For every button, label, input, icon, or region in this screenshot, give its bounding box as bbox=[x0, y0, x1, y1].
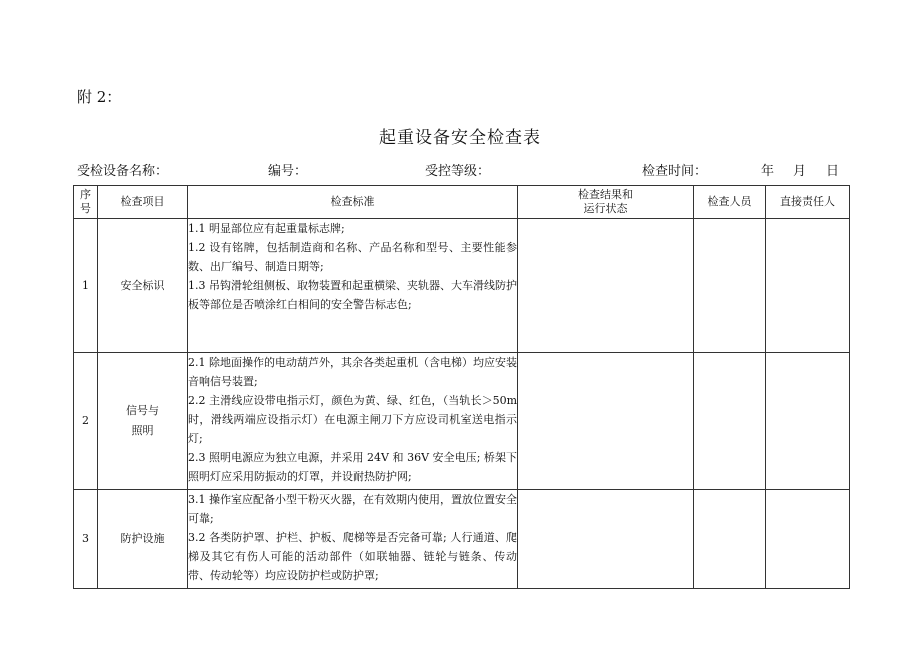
table-row bbox=[74, 490, 850, 589]
result-cell[interactable] bbox=[518, 353, 694, 490]
time-label: 检查时间： bbox=[642, 164, 708, 179]
result-cell[interactable] bbox=[518, 219, 694, 353]
table-row bbox=[74, 353, 850, 490]
header-standard: 检查标准 bbox=[188, 186, 518, 219]
appendix-label: 附 2： bbox=[77, 88, 122, 106]
row-item: 防护设施 bbox=[98, 490, 188, 589]
responsible-cell[interactable] bbox=[766, 353, 850, 490]
inspection-table bbox=[73, 185, 850, 589]
row-item: 安全标识 bbox=[98, 219, 188, 353]
level-label: 受控等级： bbox=[425, 164, 491, 179]
responsible-cell[interactable] bbox=[766, 490, 850, 589]
device-name-label: 受检设备名称： bbox=[77, 164, 169, 179]
header-inspector: 检查人员 bbox=[694, 186, 766, 219]
year-label: 年 bbox=[761, 164, 775, 179]
inspector-cell[interactable] bbox=[694, 219, 766, 353]
header-item: 检查项目 bbox=[98, 186, 188, 219]
month-label: 月 bbox=[793, 164, 807, 179]
table-row bbox=[74, 219, 850, 353]
row-criteria bbox=[188, 353, 518, 490]
criterion: 1.3 吊钩滑轮组侧板、取物装置和起重横梁、夹轨器、大车滑线防护板等部位是否喷涂红白相间的安全警告标志色; bbox=[188, 279, 517, 311]
inspector-cell[interactable] bbox=[694, 490, 766, 589]
row-seq: 3 bbox=[74, 490, 98, 589]
criterion: 3.1 操作室应配备小型干粉灭火器，在有效期内使用，置放位置安全可靠; bbox=[188, 493, 517, 525]
header-seq: 序号 bbox=[74, 186, 98, 219]
row-seq: 1 bbox=[74, 219, 98, 353]
header-responsible: 直接责任人 bbox=[766, 186, 850, 219]
criterion: 2.1 除地面操作的电动葫芦外，其余各类起重机（含电梯）均应安装音响信号装置; bbox=[188, 356, 517, 388]
row-item: 信号与 照明 bbox=[98, 353, 188, 490]
criterion: 2.2 主滑线应设带电指示灯，颜色为黄、绿、红色，（当轨长＞50m 时，滑线两端应设指示灯）在电源主闸刀下方应设司机室送电指示灯; bbox=[188, 394, 517, 445]
responsible-cell[interactable] bbox=[766, 219, 850, 353]
criterion: 3.2 各类防护罩、护栏、护板、爬梯等是否完备可靠; 人行通道、爬梯及其它有伤人可能的活动部件（如联轴器、链轮与链条、传动带、传动轮等）均应设防护栏或防护罩; bbox=[188, 531, 517, 582]
row-criteria bbox=[188, 219, 518, 353]
criterion: 2.3 照明电源应为独立电源，并采用 24V 和 36V 安全电压; 桥架下照明灯应采用防振动的灯罩，并设耐热防护网; bbox=[188, 451, 517, 483]
row-criteria bbox=[188, 490, 518, 589]
criterion: 1.1 明显部位应有起重量标志牌; bbox=[188, 222, 345, 235]
inspector-cell[interactable] bbox=[694, 353, 766, 490]
number-label: 编号： bbox=[268, 164, 308, 179]
criterion: 1.2 设有铭牌，包括制造商和名称、产品名称和型号、主要性能参数、出厂编号、制造日期等; bbox=[188, 241, 517, 273]
day-label: 日 bbox=[826, 164, 840, 179]
table-header-row bbox=[74, 186, 850, 219]
document-title: 起重设备安全检查表 bbox=[379, 128, 541, 148]
header-result: 检查结果和 运行状态 bbox=[518, 186, 694, 219]
result-cell[interactable] bbox=[518, 490, 694, 589]
row-seq: 2 bbox=[74, 353, 98, 490]
